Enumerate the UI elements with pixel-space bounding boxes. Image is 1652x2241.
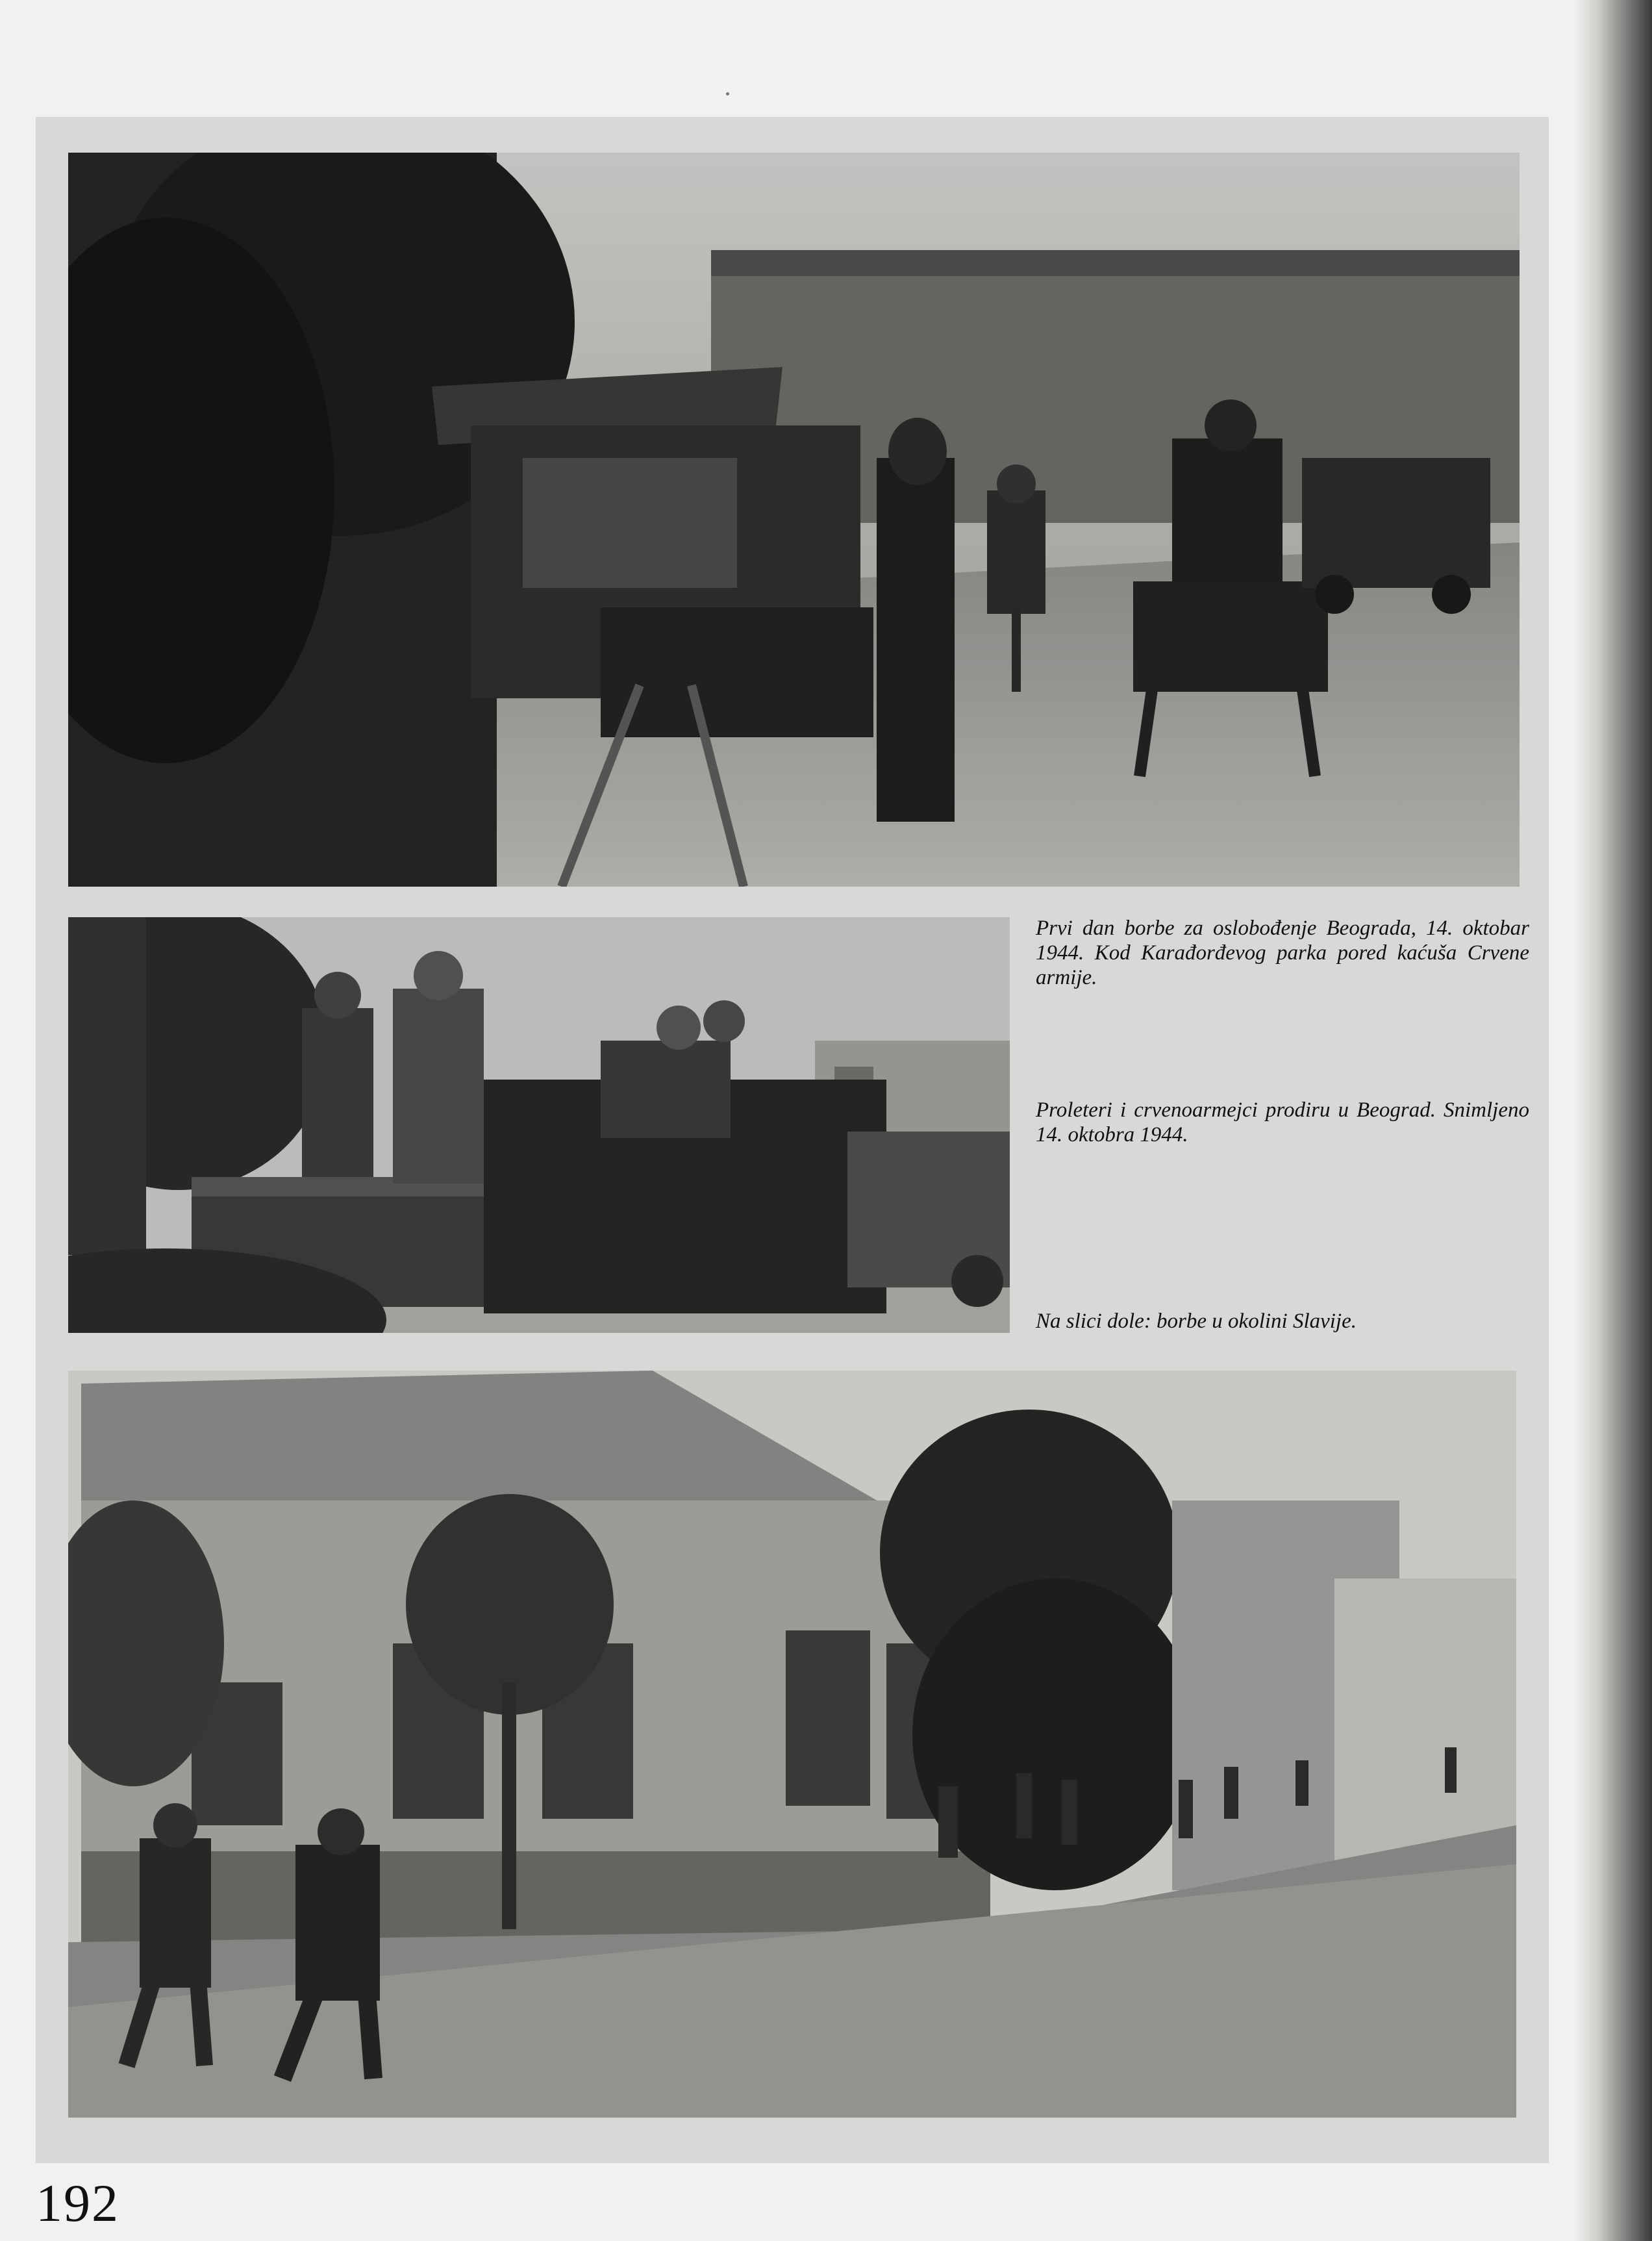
binding-shadow [1574,0,1652,2241]
caption-slavija: Na slici dole: borbe u okolini Slavije. [1036,1310,1357,1333]
scan-speck [726,92,729,95]
page-number: 192 [36,2173,119,2233]
photo-katyusha-street [68,153,1520,887]
photo-slavija-street [68,1371,1516,2118]
caption-first-day: Prvi dan borbe za oslobođenje Beograda, 14. oktobar 1944. Kod Karađorđevog parka pored kaćuša Crvene armije. [1036,917,1529,989]
caption-proletarians: Proleteri i crvenoarmejci prodiru u Beograd. Snimljeno 14. oktobra 1944. [1036,1098,1529,1146]
photo-truck-soldiers [68,917,1010,1333]
